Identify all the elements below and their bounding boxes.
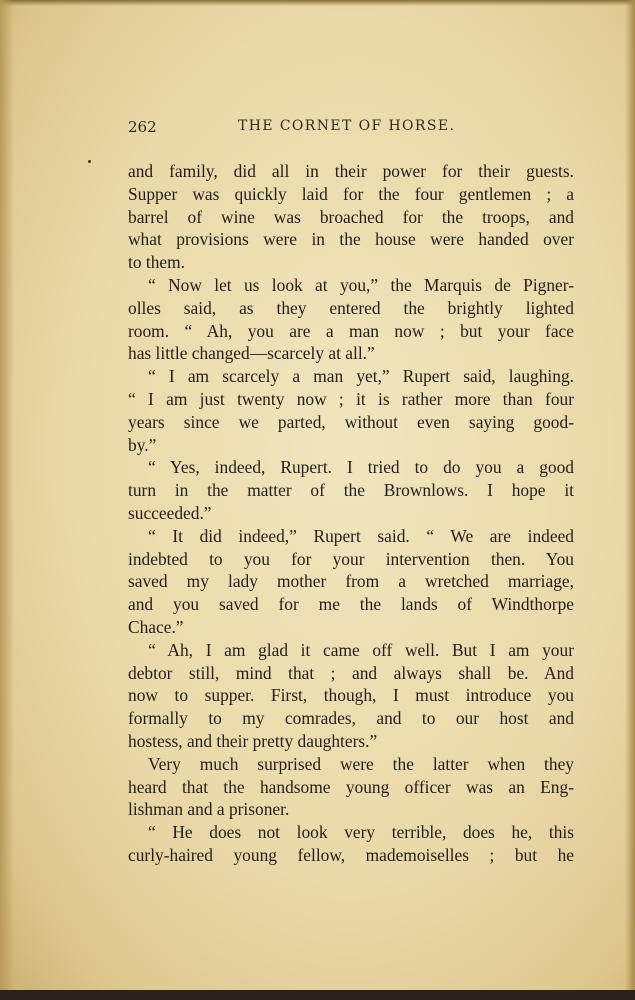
running-header xyxy=(128,118,572,140)
text-line: Supper was quickly laid for the four gentlemen ; a xyxy=(128,183,574,204)
text-line: “ It did indeed,” Rupert said. “ We are indeed xyxy=(148,525,574,546)
text-line: has little changed—scarcely at all.” xyxy=(128,343,375,364)
text-line: “ Now let us look at you,” the Marquis de Pigner- xyxy=(148,274,574,295)
margin-speck xyxy=(88,160,91,163)
text-line: heard that the handsome young officer was an Eng- xyxy=(128,776,574,797)
text-line: “ I am scarcely a man yet,” Rupert said, laughing. xyxy=(148,366,574,387)
text-line: what provisions were in the house were handed over xyxy=(128,229,574,250)
text-line: succeeded.” xyxy=(128,502,212,523)
text-line: “ He does not look very terrible, does he, this xyxy=(148,822,574,843)
page-right-shadow xyxy=(625,0,635,1000)
body-text xyxy=(128,160,574,867)
text-line: olles said, as they entered the brightly lighted xyxy=(128,297,574,318)
text-line: by.” xyxy=(128,434,157,455)
page-number: 262 xyxy=(128,118,157,136)
text-line: “ Ah, I am glad it came off well. But I am your xyxy=(148,639,574,660)
text-line: curly-haired young fellow, mademoiselles ; but he xyxy=(128,844,574,865)
text-line: barrel of wine was broached for the troops, and xyxy=(128,206,574,227)
running-title: THE CORNET OF HORSE. xyxy=(238,118,456,134)
text-line: formally to my comrades, and to our host and xyxy=(128,708,574,729)
text-line: saved my lady mother from a wretched marriage, xyxy=(128,571,574,592)
text-line: Chace.” xyxy=(128,616,184,637)
text-line: and family, did all in their power for their guests. xyxy=(128,161,574,181)
text-line: room. “ Ah, you are a man now ; but your face xyxy=(128,320,574,341)
text-line: debtor still, mind that ; and always shall be. And xyxy=(128,662,574,683)
text-line: indebted to you for your intervention then. You xyxy=(128,548,574,569)
text-line: and you saved for me the lands of Windthorpe xyxy=(128,594,574,615)
text-line: to them. xyxy=(128,252,185,273)
page-left-shadow xyxy=(0,0,14,1000)
page-top-shadow xyxy=(0,0,635,6)
text-line: “ I am just twenty now ; it is rather more than four xyxy=(128,388,574,409)
text-line: Very much surprised were the latter when they xyxy=(148,753,574,774)
text-line: “ Yes, indeed, Rupert. I tried to do you a good xyxy=(148,457,574,478)
page-bottom-edge xyxy=(0,990,635,1000)
text-line: now to supper. First, though, I must introduce you xyxy=(128,685,574,706)
text-line: years since we parted, without even saying good- xyxy=(128,411,574,432)
text-line: lishman and a prisoner. xyxy=(128,799,290,820)
text-line: turn in the matter of the Brownlows. I hope it xyxy=(128,480,574,501)
text-line: hostess, and their pretty daughters.” xyxy=(128,730,378,751)
